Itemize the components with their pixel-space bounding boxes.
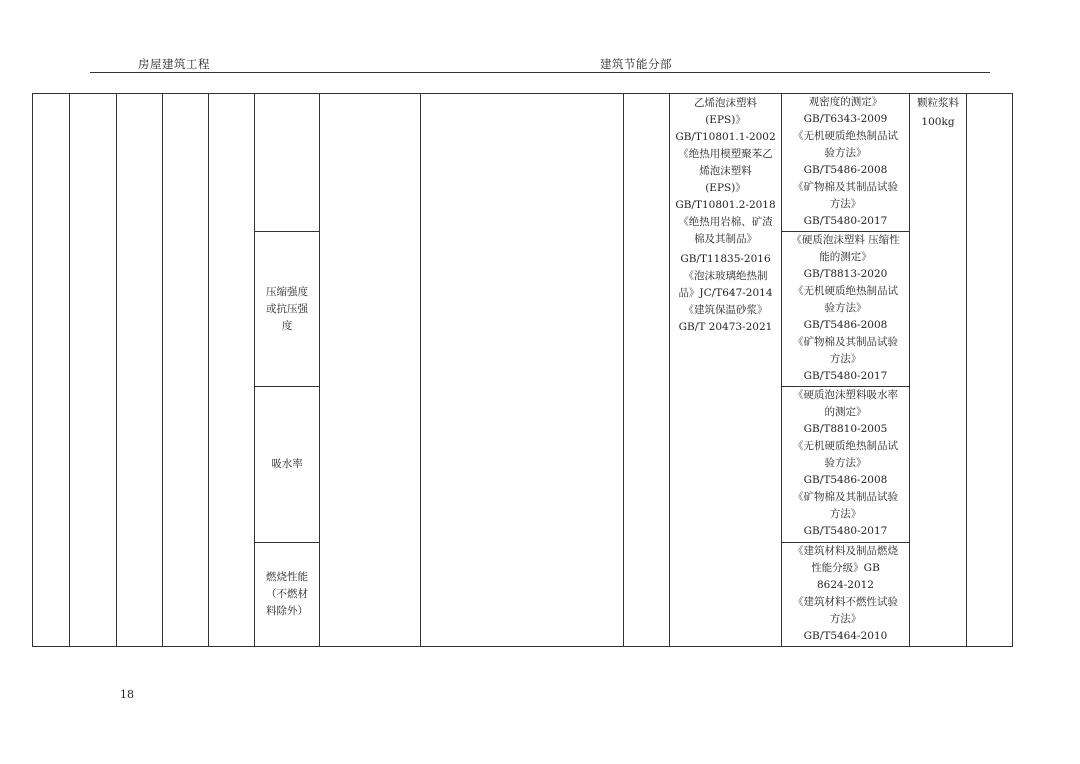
method-line: 《建筑材料不燃性试验: [793, 596, 898, 608]
table-cell-empty: [117, 94, 163, 647]
method-line: GB/T5480-2017: [803, 525, 888, 537]
page-number: 18: [120, 688, 134, 701]
method-line: 验方法》: [824, 302, 867, 314]
sample-quantity-line: 颗粒浆料: [917, 97, 959, 109]
method-line: 方法》: [829, 508, 862, 520]
standard-line: GB/T 20473-2021: [678, 321, 773, 333]
sample-quantity-line: 100kg: [921, 116, 955, 128]
parameter-line: 或抗压强: [266, 302, 308, 315]
table-cell-empty: [163, 94, 209, 647]
method-line: 性能分级》GB: [811, 562, 880, 574]
running-header-left: 房屋建筑工程: [138, 57, 210, 71]
method-line: 8624-2012: [817, 579, 874, 591]
standard-line: GB/T10801.1-2002: [675, 131, 776, 143]
test-method-cell: [782, 94, 910, 232]
method-line: GB/T6343-2009: [803, 113, 888, 125]
sample-quantity-cell: [910, 94, 967, 647]
method-line: 方法》: [829, 613, 862, 625]
method-line: 方法》: [829, 353, 862, 365]
parameter-cell: [255, 543, 320, 647]
product-standard-cell: [670, 94, 782, 647]
table-cell-empty: [70, 94, 117, 647]
parameter-line: 度: [281, 319, 293, 332]
standard-line: 棉及其制品》: [694, 233, 757, 245]
method-line: 《矿物棉及其制品试验: [793, 336, 898, 348]
table-cell-empty: [624, 94, 670, 647]
method-line: 观密度的测定》: [808, 96, 883, 108]
standard-line: 品》JC/T647-2014: [678, 287, 773, 299]
parameter-line: 燃烧性能: [266, 571, 308, 583]
method-line: GB/T5464-2010: [803, 630, 888, 642]
parameter-line: 压缩强度: [266, 285, 308, 298]
method-line: 《矿物棉及其制品试验: [793, 181, 898, 193]
method-line: 《无机硬质绝热制品试: [793, 440, 898, 452]
standard-line: 烯泡沫塑料: [699, 165, 752, 177]
test-method-cell: [782, 232, 910, 387]
parameter-cell: [255, 387, 320, 543]
method-line: 《建筑材料及制品燃烧: [793, 545, 898, 557]
inspection-table: [32, 93, 1013, 647]
test-method-cell: [782, 387, 910, 543]
table-cell-empty: [320, 94, 421, 647]
table-row: [33, 94, 1013, 232]
method-line: 《无机硬质绝热制品试: [793, 285, 898, 297]
method-line: 《矿物棉及其制品试验: [793, 491, 898, 503]
table-cell-empty: [421, 94, 624, 647]
table-cell-empty: [209, 94, 255, 647]
method-line: 《硬质泡沫塑料 压缩性: [791, 234, 900, 246]
parameter-line: （不燃材: [266, 588, 308, 600]
method-line: GB/T5480-2017: [803, 370, 888, 382]
standard-line: 《泡沫玻璃绝热制: [683, 270, 768, 282]
method-line: 能的测定》: [819, 251, 872, 263]
method-line: 《无机硬质绝热制品试: [793, 130, 898, 142]
method-line: 《硬质泡沫塑料吸水率: [793, 389, 898, 401]
header-rule: [90, 72, 990, 73]
method-line: GB/T5486-2008: [803, 474, 888, 486]
parameter-line: 料除外）: [266, 605, 308, 617]
method-line: 的测定》: [824, 406, 867, 418]
parameter-line: 吸水率: [271, 458, 303, 470]
method-line: GB/T5486-2008: [803, 164, 888, 176]
standard-line: 《建筑保温砂浆》: [683, 304, 768, 316]
standard-line: 乙烯泡沫塑料: [694, 97, 757, 109]
method-line: 验方法》: [824, 147, 867, 159]
method-line: GB/T5480-2017: [803, 215, 888, 227]
standard-line: (EPS)》: [705, 182, 746, 194]
method-line: 方法》: [829, 198, 862, 210]
running-header-center: 建筑节能分部: [600, 57, 672, 71]
table-cell-empty: [967, 94, 1013, 647]
parameter-cell: [255, 232, 320, 387]
standard-line: 《绝热用岩棉、矿渣: [678, 216, 773, 228]
table-cell-empty: [33, 94, 70, 647]
method-line: 验方法》: [824, 457, 867, 469]
method-line: GB/T8813-2020: [803, 268, 888, 280]
parameter-cell: [255, 94, 320, 232]
standard-line: (EPS)》: [705, 114, 746, 126]
standard-line: GB/T11835-2016: [680, 253, 771, 265]
test-method-cell: [782, 543, 910, 647]
method-line: GB/T5486-2008: [803, 319, 888, 331]
method-line: GB/T8810-2005: [803, 423, 888, 435]
standard-line: 《绝热用模塑聚苯乙: [678, 148, 773, 160]
standard-line: GB/T10801.2-2018: [675, 199, 776, 211]
